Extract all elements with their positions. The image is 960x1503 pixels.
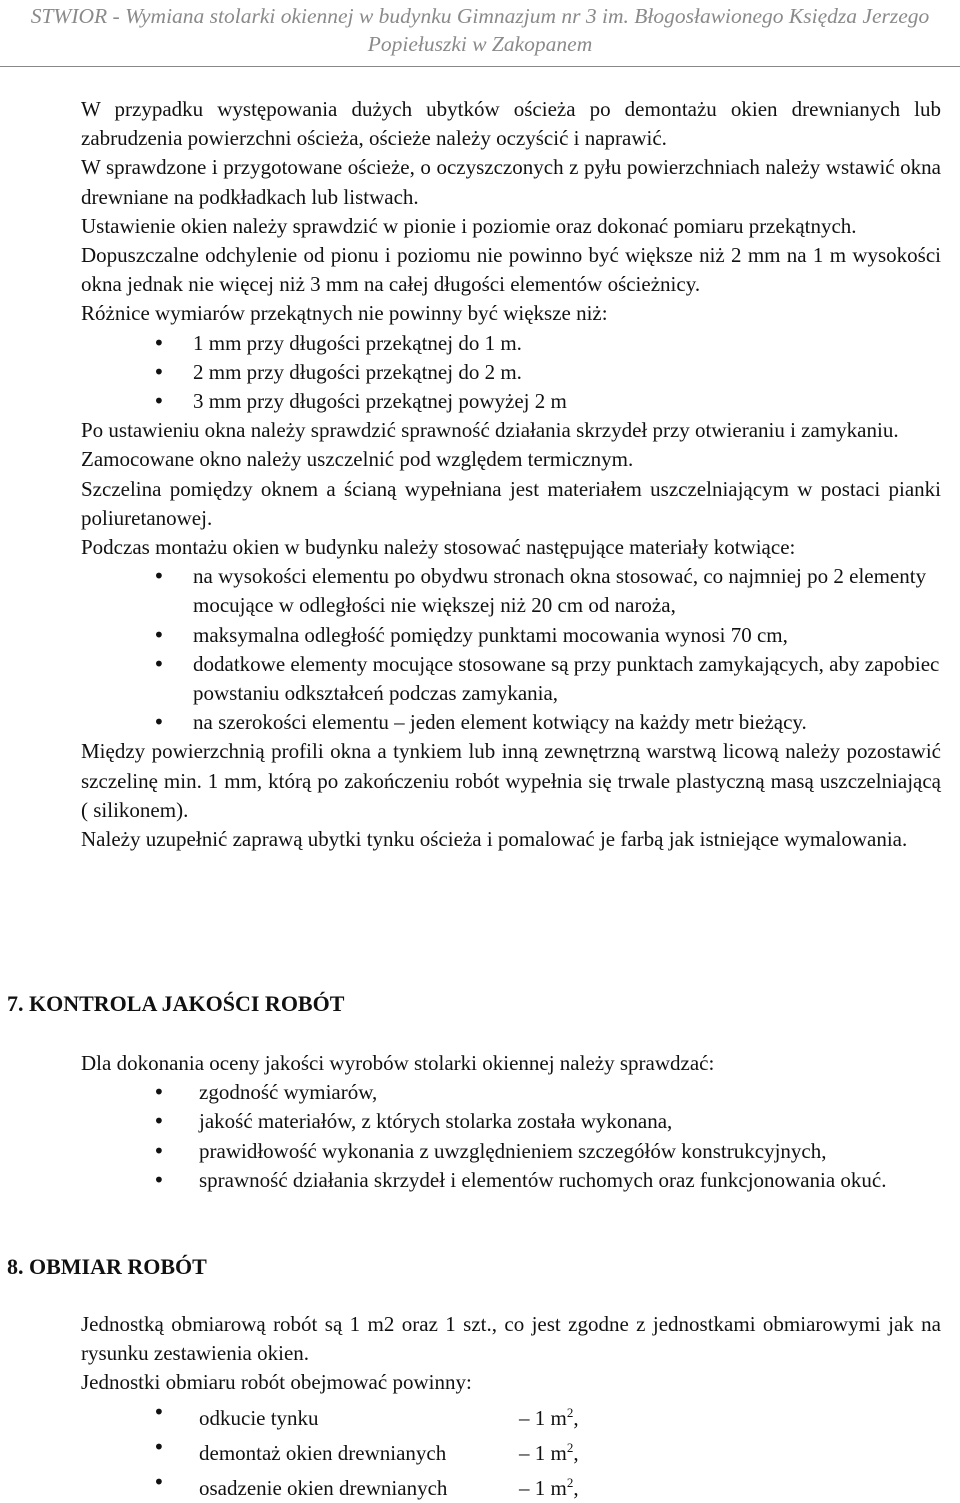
- list-item: • dodatkowe elementy mocujące stosowane są przy punktach zamykających, aby zapobiec powstaniu odkształceń podczas zamykania,: [81, 650, 941, 708]
- list-item: [81, 1433, 941, 1468]
- paragraph: Jednostki obmiaru robót obejmować powinny:: [81, 1370, 472, 1395]
- paragraph: Między powierzchnią profili okna a tynkiem lub inną zewnętrzną warstwą licową należy pozostawić szczelinę min. 1 mm, którą po zakończeniu robót wypełnia się trwale plastyczną masą uszczelniającą ( silikonem).: [81, 739, 941, 822]
- list-item: • maksymalna odległość pomiędzy punktami mocowania wynosi 70 cm,: [81, 621, 941, 650]
- section-6-continuation: [81, 95, 941, 854]
- section-7-body: [81, 1049, 941, 1195]
- paragraph: Podczas montażu okien w budynku należy stosować następujące materiały kotwiące:: [81, 535, 796, 560]
- paragraph: Szczelina pomiędzy oknem a ścianą wypełniana jest materiałem uszczelniającym w postaci pianki poliuretanowej.: [81, 476, 941, 530]
- paragraph: Jednostką obmiarową robót są 1 m2 oraz 1 szt., co jest zgodne z jednostkami obmiarowymi jak na rysunku zestawienia okien.: [81, 1312, 941, 1366]
- unit-label: odkucie tynku: [199, 1405, 319, 1430]
- list-item: • 3 mm przy długości przekątnej powyżej 2 m: [81, 387, 941, 416]
- unit-label: osadzenie okien drewnianych: [199, 1476, 448, 1501]
- page-header: [0, 0, 960, 67]
- list-item: • 2 mm przy długości przekątnej do 2 m.: [81, 358, 941, 387]
- list-item: • na wysokości elementu po obydwu stronach okna stosować, co najmniej po 2 elementy mocujące w odległości nie większej niż 20 cm od naroża,: [81, 562, 941, 620]
- section-7-heading: 7. KONTROLA JAKOŚCI ROBÓT: [7, 991, 345, 1016]
- list-item: • 1 mm przy długości przekątnej do 1 m.: [81, 329, 941, 358]
- unit-label: demontaż okien drewnianych: [199, 1440, 447, 1465]
- paragraph: Dla dokonania oceny jakości wyrobów stolarki okiennej należy sprawdzać:: [81, 1051, 715, 1075]
- paragraph: Ustawienie okien należy sprawdzić w pionie i poziomie oraz dokonać pomiaru przekątnych.: [81, 213, 857, 238]
- paragraph: W przypadku występowania dużych ubytków ościeża po demontażu okien drewnianych lub zabrudzenia powierzchni ościeża, ościeże należy oczyścić i naprawić.: [81, 97, 941, 151]
- measurement-units-list: [81, 1398, 941, 1503]
- quality-check-list: [81, 1078, 941, 1195]
- list-item: [81, 1468, 941, 1503]
- unit-amount: – 1 $m^2$,: [519, 1404, 579, 1430]
- list-item: • jakość materiałów, z których stolarka została wykonana,: [81, 1107, 941, 1136]
- unit-amount: – 1 $m^2$,: [519, 1475, 579, 1501]
- paragraph: Dopuszczalne odchylenie od pionu i poziomu nie powinno być większe niż 2 mm na 1 m wysokości okna jednak nie więcej niż 3 mm na całej długości elementów ościeżnicy.: [81, 243, 941, 297]
- paragraph: Należy uzupełnić zaprawą ubytki tynku ościeża i pomalować je farbą jak istniejące wymalowania.: [81, 827, 908, 852]
- paragraph: Zamocowane okno należy uszczelnić pod względem termicznym.: [81, 447, 634, 472]
- paragraph: W sprawdzone i przygotowane ościeże, o oczyszczonych z pyłu powierzchniach należy wstawić okna drewniane na podkładkach lub listwach.: [81, 155, 941, 209]
- unit-amount: – 1 $m^2$,: [519, 1439, 579, 1465]
- list-item: • sprawność działania skrzydeł i elementów ruchomych oraz funkcjonowania okuć.: [81, 1166, 941, 1195]
- section-8-heading: 8. OBMIAR ROBÓT: [7, 1254, 207, 1279]
- section-8-body: [81, 1310, 941, 1503]
- list-item: • na szerokości elementu – jeden element kotwiący na każdy metr bieżący.: [81, 708, 941, 737]
- anchor-materials-list: [81, 562, 941, 737]
- diagonal-tolerance-list: [81, 329, 941, 417]
- list-item: • zgodność wymiarów,: [81, 1078, 941, 1107]
- list-item: • prawidłowość wykonania z uwzględnieniem szczegółów konstrukcyjnych,: [81, 1137, 941, 1166]
- paragraph: Po ustawieniu okna należy sprawdzić sprawność działania skrzydeł przy otwieraniu i zamykaniu.: [81, 418, 899, 443]
- document-title: STWIOR - Wymiana stolarki okiennej w budynku Gimnazjum nr 3 im. Błogosławionego Księdza Jerzego Popiełuszki w Zakopanem: [30, 4, 930, 56]
- list-item: [81, 1398, 941, 1433]
- paragraph: Różnice wymiarów przekątnych nie powinny być większe niż:: [81, 301, 608, 326]
